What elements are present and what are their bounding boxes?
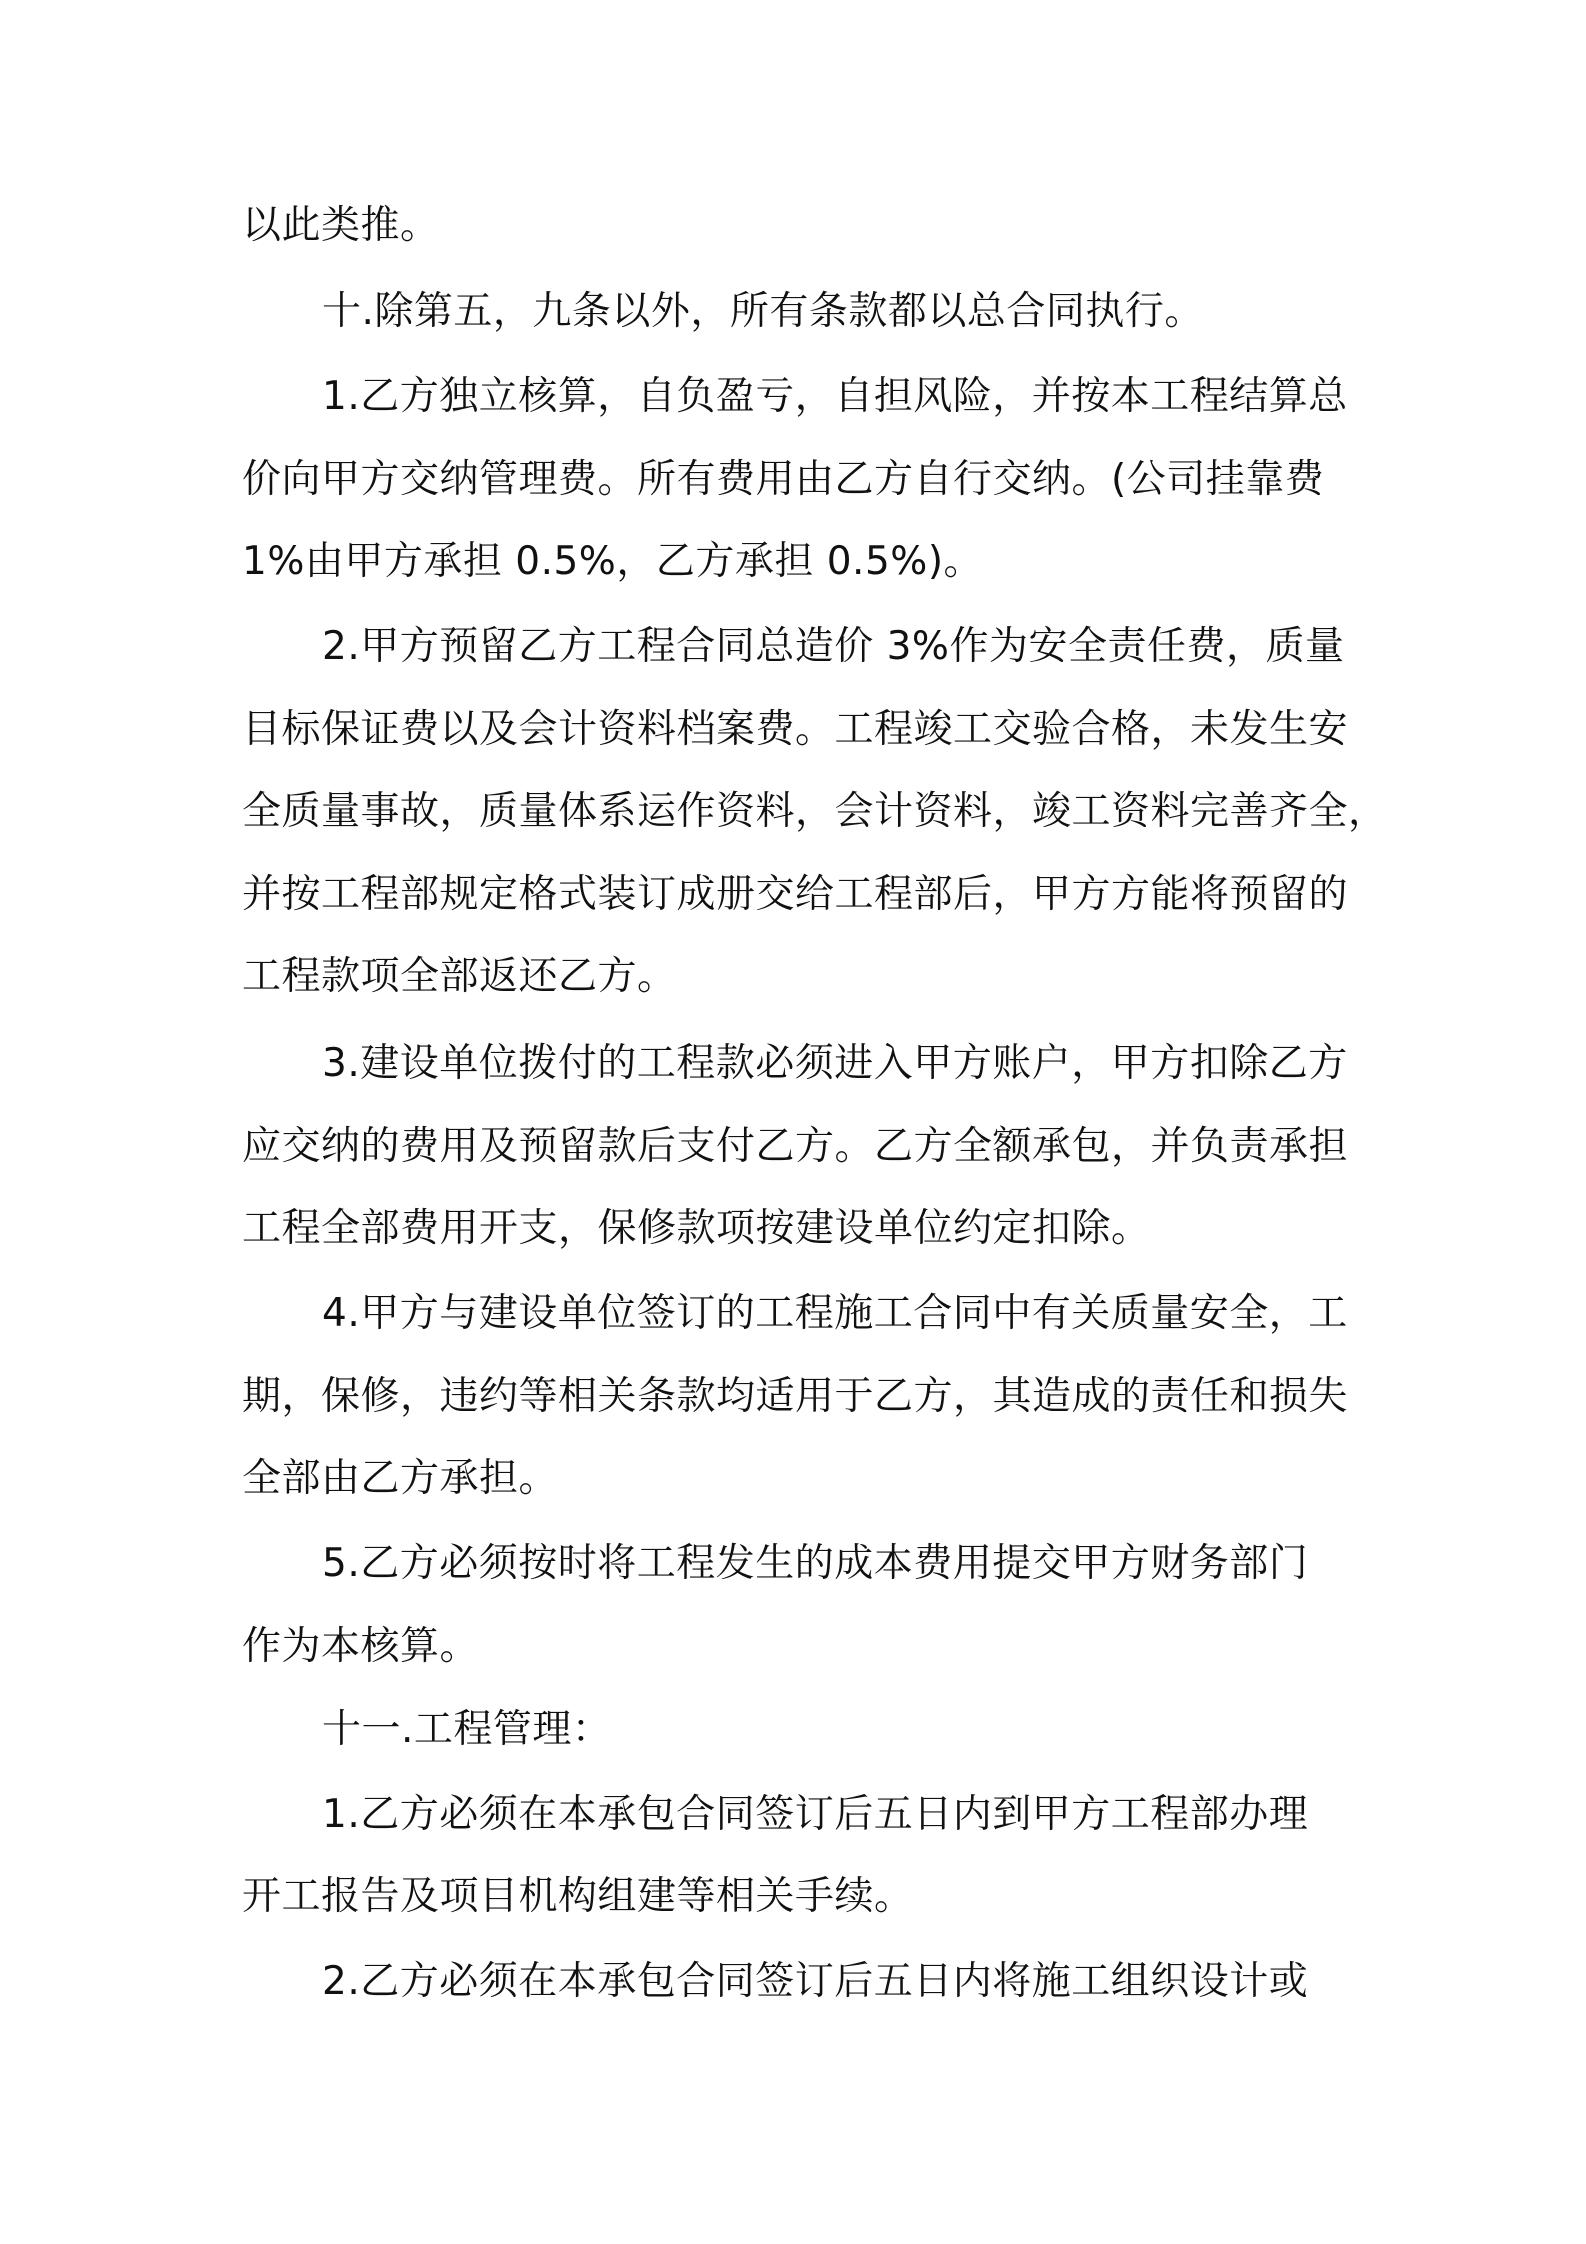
text-line: 开工报告及项目机构组建等相关手续。	[242, 1874, 914, 1919]
text-line: 2.乙方必须在本承包合同签订后五日内将施工组织设计或	[322, 1959, 1309, 2004]
text-line: 工程全部费用开支，保修款项按建设单位约定扣除。	[242, 1206, 1151, 1251]
text-line: 应交纳的费用及预留款后支付乙方。乙方全额承包，并负责承担	[242, 1124, 1349, 1169]
text-line: 4.甲方与建设单位签订的工程施工合同中有关质量安全，工	[322, 1291, 1348, 1336]
text-line: 作为本核算。	[242, 1624, 480, 1669]
text-line: 全部由乙方承担。	[242, 1456, 559, 1501]
text-line: 期，保修，违约等相关条款均适用于乙方，其造成的责任和损失	[242, 1374, 1349, 1419]
text-line: 价向甲方交纳管理费。所有费用由乙方自行交纳。(公司挂靠费	[242, 457, 1325, 502]
text-line: 1.乙方必须在本承包合同签订后五日内到甲方工程部办理	[322, 1792, 1309, 1837]
text-line: 2.甲方预留乙方工程合同总造价 3%作为安全责任费，质量	[322, 624, 1345, 669]
text-line: 十.除第五，九条以外，所有条款都以总合同执行。	[322, 289, 1204, 334]
text-line: 以此类推。	[242, 203, 440, 248]
text-line: 并按工程部规定格式装订成册交给工程部后，甲方方能将预留的	[242, 872, 1349, 917]
text-line: 3.建设单位拨付的工程款必须进入甲方账户，甲方扣除乙方	[322, 1041, 1348, 1086]
text-line: 5.乙方必须按时将工程发生的成本费用提交甲方财务部门	[322, 1541, 1309, 1586]
text-line: 1%由甲方承担 0.5%，乙方承担 0.5%)。	[242, 539, 984, 584]
text-line: 目标保证费以及会计资料档案费。工程竣工交验合格，未发生安	[242, 707, 1349, 752]
text-line: 1.乙方独立核算，自负盈亏，自担风险，并按本工程结算总	[322, 374, 1348, 419]
text-line: 全质量事故，质量体系运作资料，会计资料，竣工资料完善齐全，	[242, 789, 1388, 834]
text-line: 十一.工程管理：	[322, 1707, 612, 1752]
text-line: 工程款项全部返还乙方。	[242, 954, 677, 999]
